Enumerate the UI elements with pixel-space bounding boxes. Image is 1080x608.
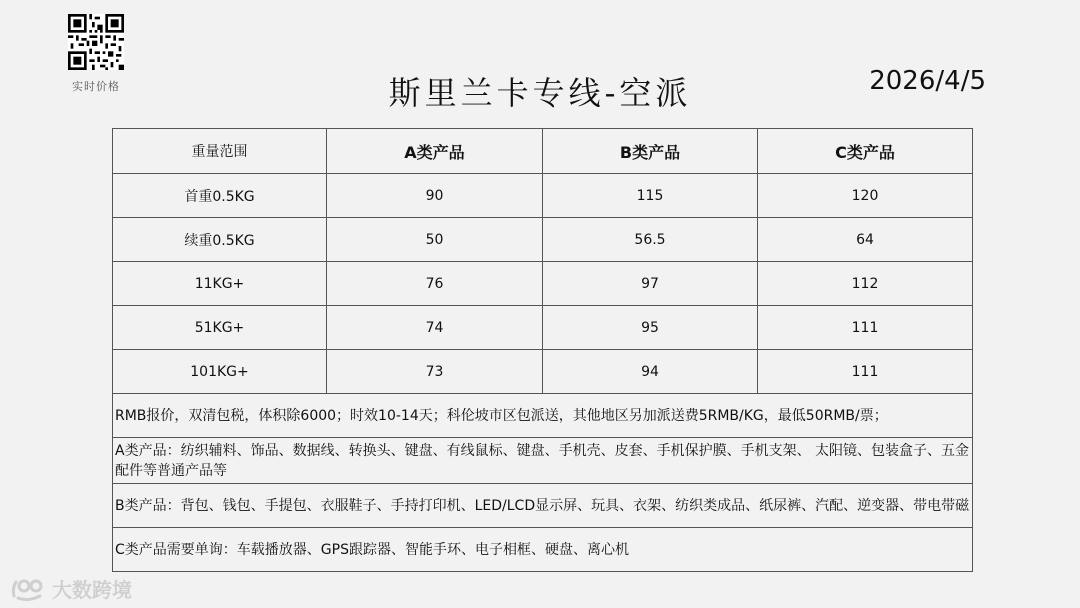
header-category-b: B类产品 [543,129,758,174]
pricing-terms-note: RMB报价，双清包税，体积除6000；时效10-14天；科伦坡市区包派送，其他地区另加派送费5RMB/KG，最低50RMB/票； [113,394,973,438]
header-category-c: C类产品 [758,129,973,174]
category-c-note: C类产品需要单询：车载播放器、GPS跟踪器、智能手环、电子相框、硬盘、离心机 [113,528,973,572]
header-weight-range: 重量范围 [113,129,327,174]
price-a-cell: 90 [327,174,543,218]
note-row [113,528,973,572]
weight-cell: 101KG+ [113,350,327,394]
weight-cell: 11KG+ [113,262,327,306]
price-b-cell: 56.5 [543,218,758,262]
price-c-cell: 120 [758,174,973,218]
price-a-cell: 76 [327,262,543,306]
price-b-cell: 95 [543,306,758,350]
watermark-logo-icon [10,576,46,602]
header-category-a: A类产品 [327,129,543,174]
table-row [113,174,973,218]
watermark [10,574,132,603]
table-row [113,350,973,394]
price-b-cell: 94 [543,350,758,394]
note-row [113,484,973,528]
weight-cell: 51KG+ [113,306,327,350]
price-c-cell: 111 [758,306,973,350]
price-table [112,128,973,572]
price-b-cell: 115 [543,174,758,218]
price-a-cell: 73 [327,350,543,394]
watermark-text: 大数跨境 [52,578,132,602]
price-a-cell: 50 [327,218,543,262]
category-a-note: A类产品：纺织辅料、饰品、数据线、转换头、键盘、有线鼠标、键盘、手机壳、皮套、手机保护膜、手机支架、 太阳镜、包装盒子、五金配件等普通产品等 [113,438,973,484]
note-row [113,394,973,438]
qr-code [68,14,124,70]
table-row [113,306,973,350]
category-b-note: B类产品：背包、钱包、手提包、衣服鞋子、手持打印机、LED/LCD显示屏、玩具、衣架、纺织类成品、纸尿裤、汽配、逆变器、带电带磁 [113,484,973,528]
weight-cell: 续重0.5KG [113,218,327,262]
note-row [113,438,973,484]
price-c-cell: 64 [758,218,973,262]
price-c-cell: 111 [758,350,973,394]
table-row [113,262,973,306]
weight-cell: 首重0.5KG [113,174,327,218]
page-title: 斯里兰卡专线-空派 [388,74,692,112]
table-row [113,218,973,262]
price-c-cell: 112 [758,262,973,306]
qr-caption: 实时价格 [72,80,120,93]
date-label: 2026/4/5 [869,66,986,96]
price-b-cell: 97 [543,262,758,306]
price-a-cell: 74 [327,306,543,350]
table-header-row [113,129,973,174]
